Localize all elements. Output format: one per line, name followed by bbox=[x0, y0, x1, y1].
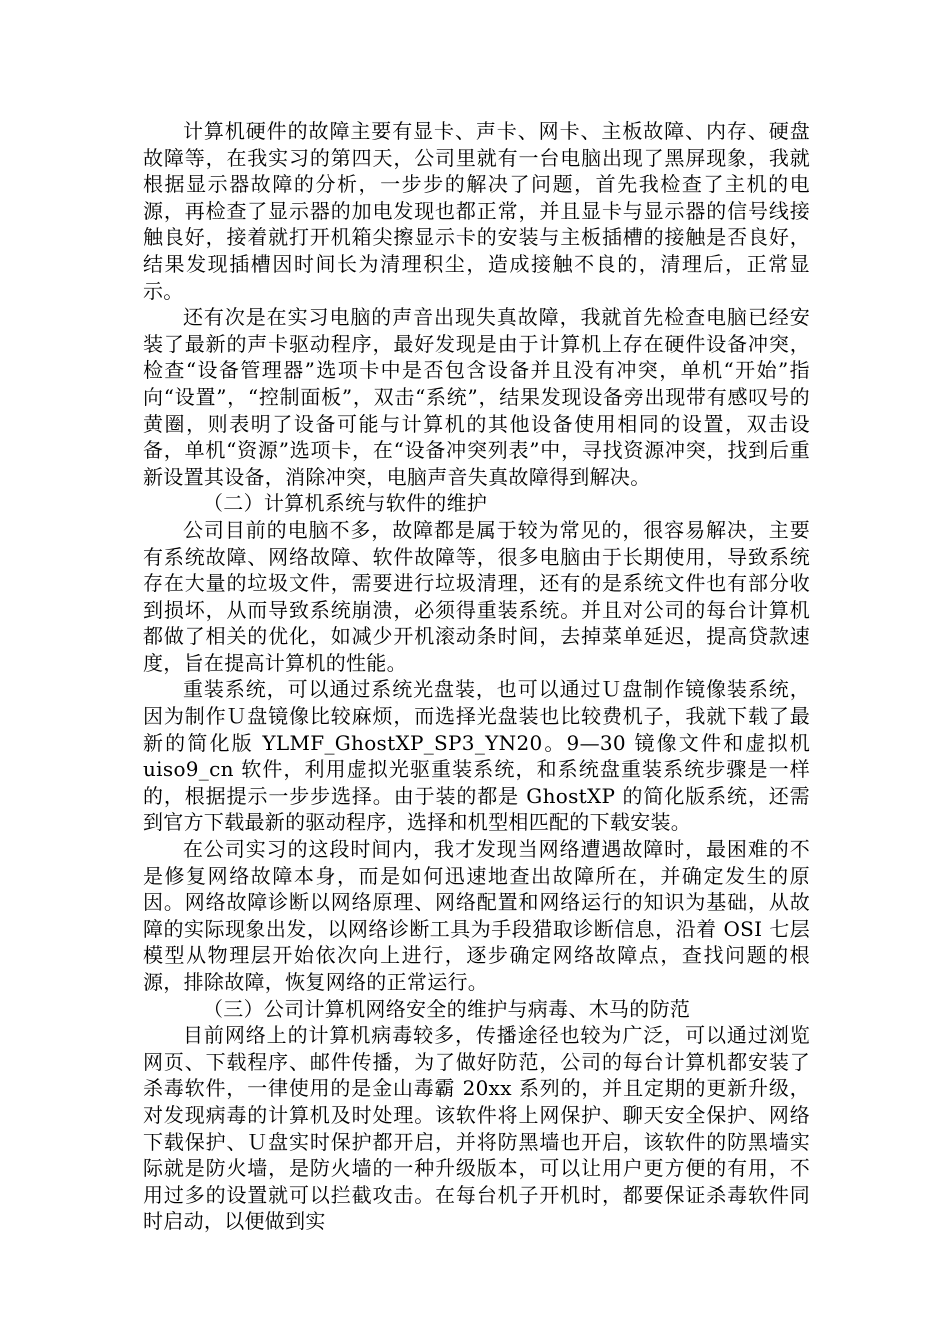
paragraph-reinstall-system: 重装系统，可以通过系统光盘装，也可以通过Ｕ盘制作镜像装系统，因为制作Ｕ盘镜像比较麻烦，而选择光盘装也比较费机子，我就下载了最新的简化版 YLMF_GhostXP_SP3_YN20。9—30 镜像文件和虚拟机 uiso9_cn 软件，利用虚拟光驱重装系统，和系统盘重装系统步骤是一样的，根据提示一步步选择。由于装的都是 GhostXP 的简化版系统，还需到官方下载最新的驱动程序，选择和机型相匹配的下载安装。 bbox=[143, 677, 810, 835]
paragraph-sound-distortion: 还有次是在实习电脑的声音出现失真故障，我就首先检查电脑已经安装了最新的声卡驱动程序，最好发现是由于计算机上存在硬件设备冲突，检查“设备管理器”选项卡中是否包含设备并且没有冲突，单机“开始”指向“设置”，“控制面板”，双击“系统”，结果发现设备旁出现带有感叹号的黄圈，则表明了设备可能与计算机的其他设备使用相同的设置，双击设备，单机“资源”选项卡，在“设备冲突列表”中，寻找资源冲突，找到后重新设置其设备，消除冲突，电脑声音失真故障得到解决。 bbox=[143, 305, 810, 489]
paragraph-network-diagnosis: 在公司实习的这段时间内，我才发现当网络遭遇故障时，最困难的不是修复网络故障本身，而是如何迅速地查出故障所在，并确定发生的原因。网络故障诊断以网络原理、网络配置和网络运行的知识为基础，从故障的实际现象出发，以网络诊断工具为手段猎取诊断信息，沿着 OSI 七层模型从物理层开始依次向上进行，逐步确定网络故障点，查找问题的根源，排除故障，恢复网络的正常运行。 bbox=[143, 837, 810, 994]
document-page bbox=[143, 118, 810, 1235]
section-heading-system-software: （二）计算机系统与软件的维护 bbox=[203, 491, 488, 516]
paragraph-antivirus: 目前网络上的计算机病毒较多，传播途径也较为广泛，可以通过浏览网页、下载程序、邮件传播，为了做好防范，公司的每台计算机都安装了杀毒软件，一律使用的是金山毒霸 20xx 系列的，并且定期的更新升级，对发现病毒的计算机及时处理。该软件将上网保护、聊天安全保护、网络下载保护、Ｕ盘实时保护都开启，并将防黑墙也开启，该软件的防黑墙实际就是防火墙，是防火墙的一种升级版本，可以让用户更方便的有用，不用过多的设置就可以拦截攻击。在每台机子开机时，都要保证杀毒软件同时启动，以便做到实 bbox=[143, 1023, 810, 1234]
section-heading-network-security: （三）公司计算机网络安全的维护与病毒、木马的防范 bbox=[203, 996, 691, 1021]
paragraph-common-faults: 公司目前的电脑不多，故障都是属于较为常见的，很容易解决，主要有系统故障、网络故障、软件故障等，很多电脑由于长期使用，导致系统存在大量的垃圾文件，需要进行垃圾清理，还有的是系统文件也有部分收到损坏，从而导致系统崩溃，必须得重装系统。并且对公司的每台计算机都做了相关的优化，如减少开机滚动条时间，去掉菜单延迟，提高贷款速度，旨在提高计算机的性能。 bbox=[143, 517, 810, 675]
paragraph-hardware-faults: 计算机硬件的故障主要有显卡、声卡、网卡、主板故障、内存、硬盘故障等，在我实习的第四天，公司里就有一台电脑出现了黑屏现象，我就根据显示器故障的分析，一步步的解决了问题，首先我检查了主机的电源，再检查了显示器的加电发现也都正常，并且显卡与显示器的信号线接触良好，接着就打开机箱尖擦显示卡的安装与主板插槽的接触是否良好，结果发现插槽因时间长为清理积尘，造成接触不良的，清理后，正常显示。 bbox=[143, 119, 810, 303]
